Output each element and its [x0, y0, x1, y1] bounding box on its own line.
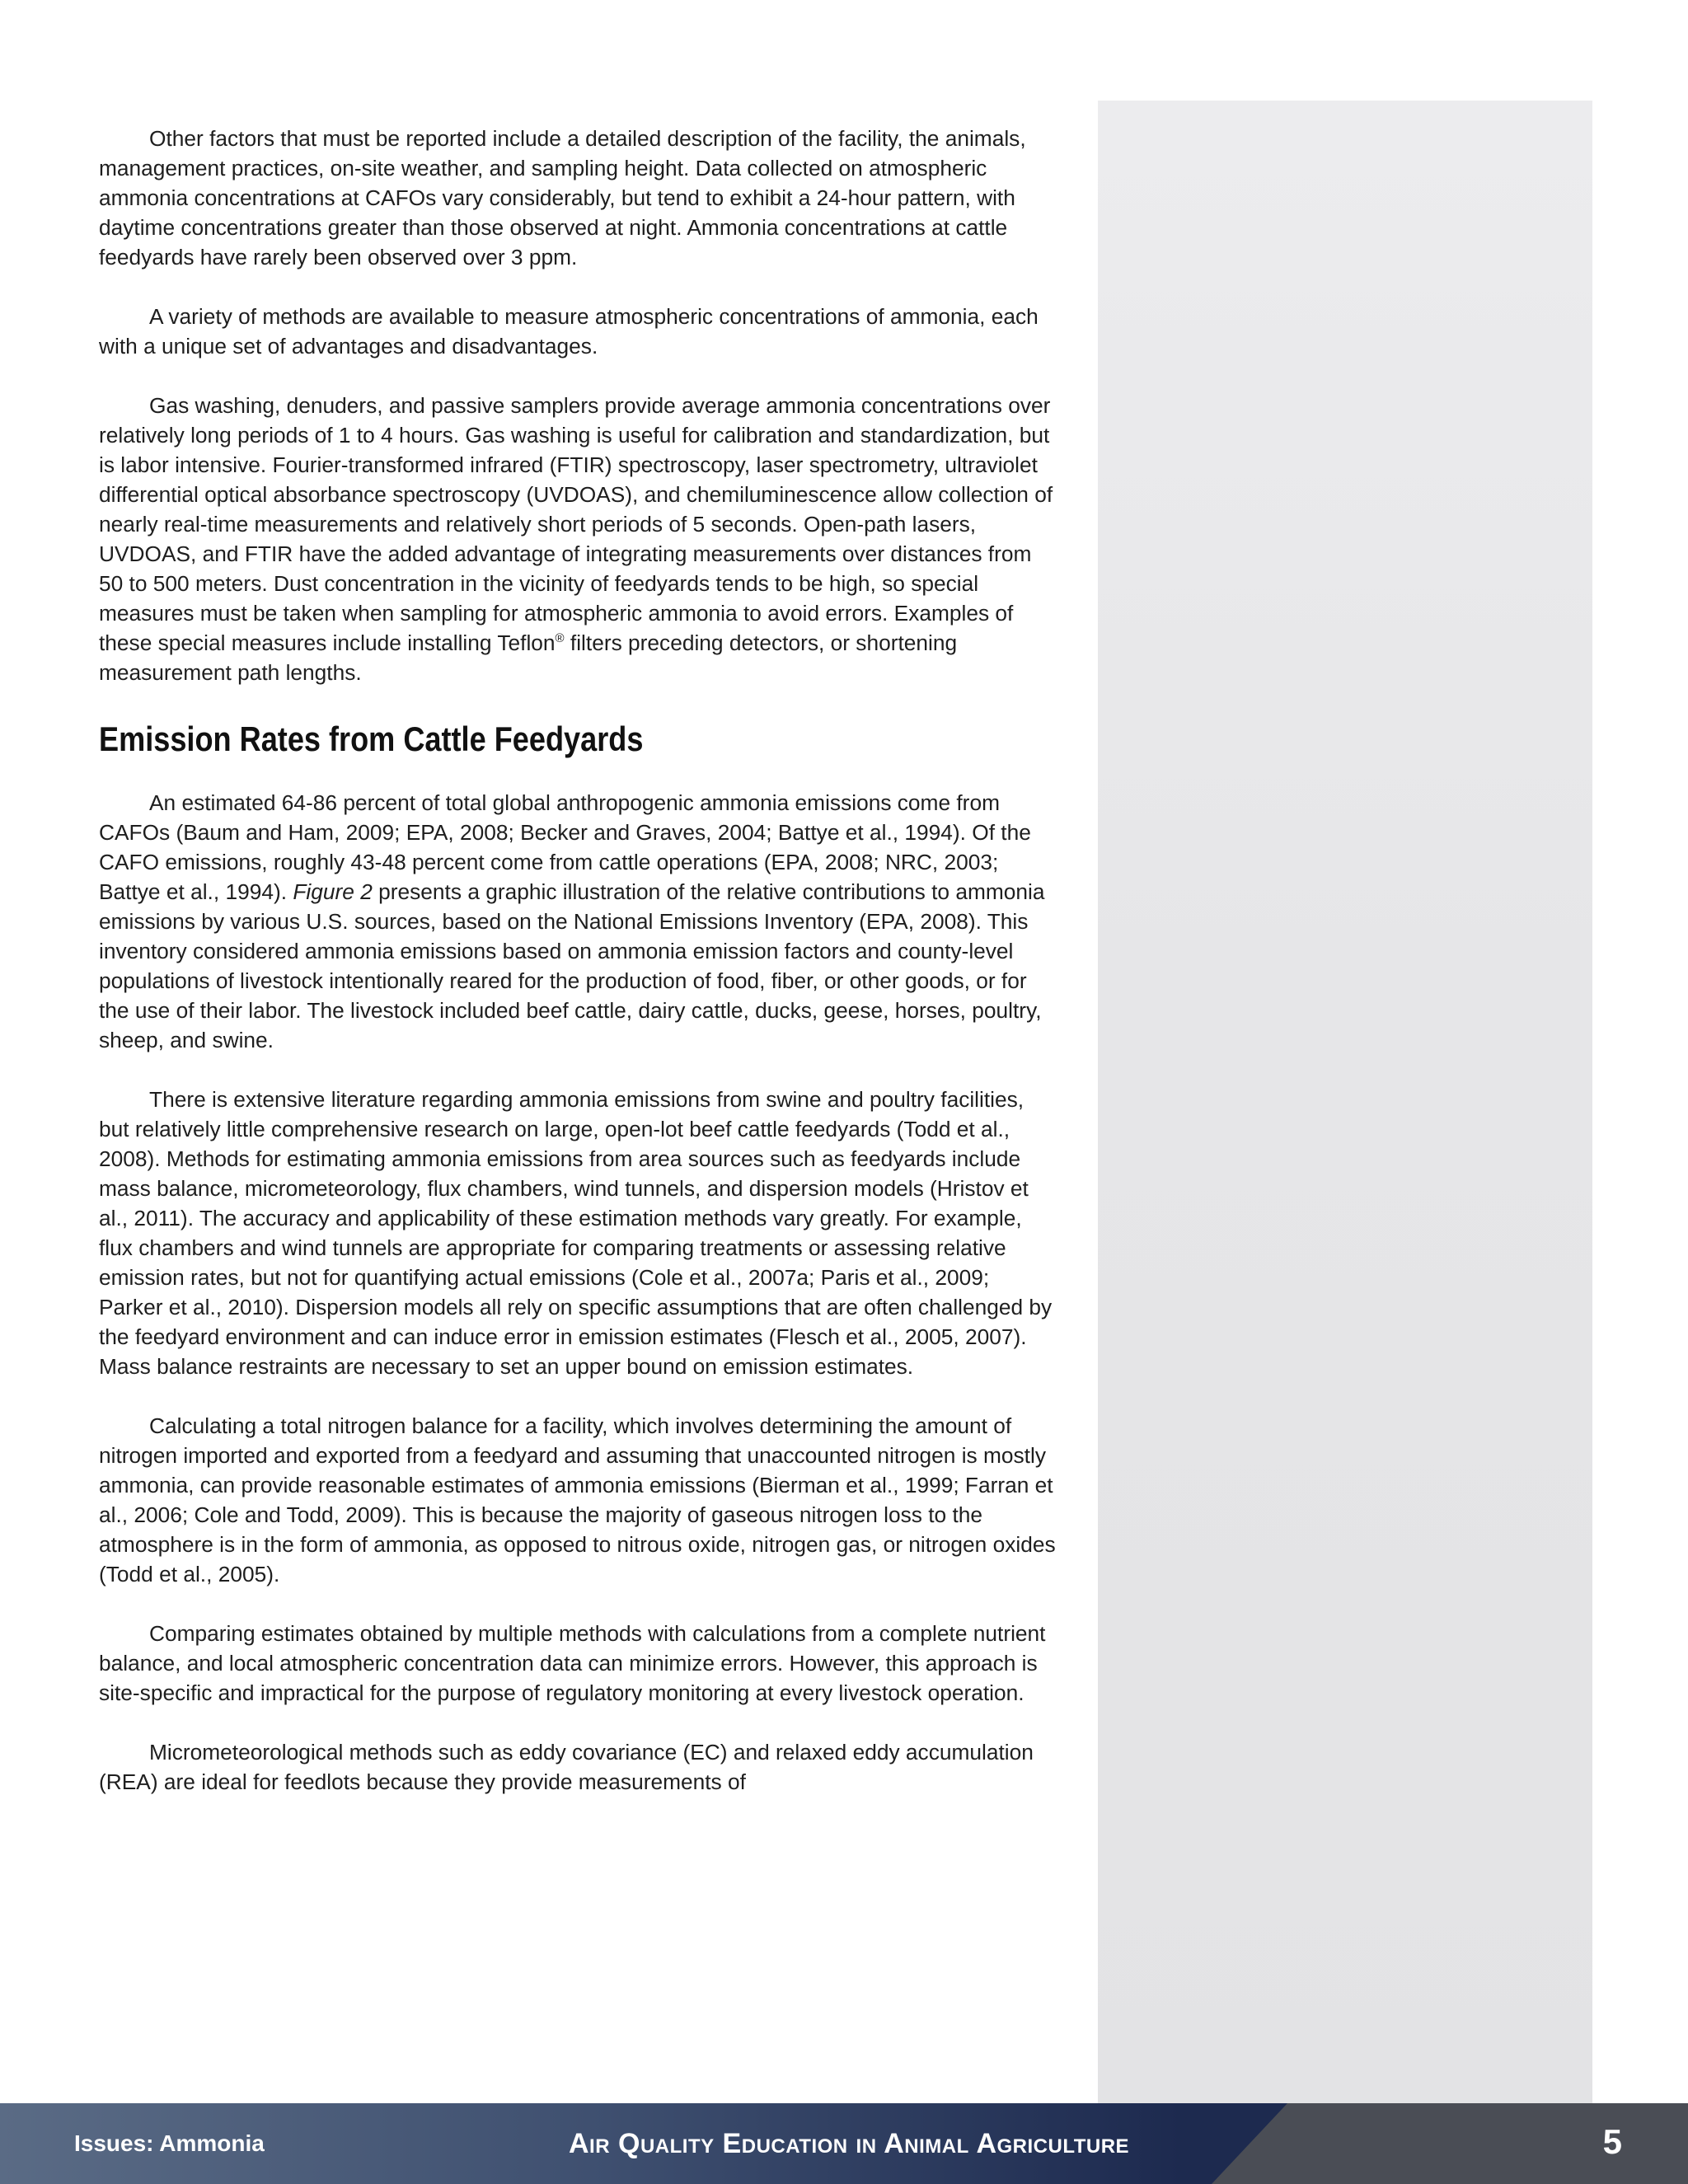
- paragraph-comparing-estimates: Comparing estimates obtained by multiple methods with calculations from a complete nutrient balance, and local atmospheric concentration data can minimize errors. However, this approach is site-specific and impractical for the purpose of regulatory monitoring at every livestock operation.: [99, 1621, 1046, 1705]
- paragraph-nitrogen-balance: Calculating a total nitrogen balance for a facility, which involves determining the amount of nitrogen imported and exported from a feedyard and assuming that unaccounted nitrogen is mostly ammonia, can provide reasonable estimates of ammonia emissions (Bierman et al., 1999; Farran et al., 2006; Cole and Todd, 2009). This is because the majority of gaseous nitrogen loss to the atmosphere is in the form of ammonia, as opposed to nitrous oxide, nitrogen gas, or nitrogen oxides (Todd et al., 2005).: [99, 1413, 1056, 1586]
- figure-reference: Figure 2: [293, 879, 373, 904]
- registered-mark: ®: [555, 631, 565, 646]
- paragraph-global-emissions-text: An estimated 64-86 percent of total global anthropogenic ammonia emissions come from CAFOs (Baum and Ham, 2009; EPA, 2008; Becker and Graves, 2004; Battye et al., 1994). Of the CAFO emissions, roughly 43-48 percent come from cattle operations (EPA, 2008; NRC, 2003; Battye et al., 1994).: [99, 790, 1031, 904]
- paragraph-gas-washing-tail: filters preceding detectors, or shortening measurement path lengths.: [99, 630, 958, 685]
- paragraph-gas-washing: [99, 391, 1057, 687]
- paragraph-gas-washing-text: Gas washing, denuders, and passive samplers provide average ammonia concentrations over relatively long periods of 1 to 4 hours. Gas washing is useful for calibration and standardization, but is labor intensive. Fourier-transformed infrared (FTIR) spectroscopy, laser spectrometry, ultraviolet differential optical absorbance spectroscopy (UVDOAS), and chemiluminescence allow collection of nearly real-time measurements and relatively short periods of 5 seconds. Open-path lasers, UVDOAS, and FTIR have the added advantage of integrating measurements over distances from 50 to 500 meters. Dust concentration in the vicinity of feedyards tends to be high, so special measures must be taken when sampling for atmospheric ammonia to avoid errors. Examples of these special measures include installing Teflon: [99, 393, 1053, 655]
- paragraph-literature: There is extensive literature regarding ammonia emissions from swine and poultry facilities, but relatively little comprehensive research on large, open-lot beef cattle feedyards (Todd et al., 2008). Methods for estimating ammonia emissions from area sources such as feedyards include mass balance, micrometeorology, flux chambers, wind tunnels, and dispersion models (Hristov et al., 2011). The accuracy and applicability of these estimation methods vary greatly. For example, flux chambers and wind tunnels are appropriate for comparing treatments or assessing relative emission rates, but not for quantifying actual emissions (Cole et al., 2007a; Paris et al., 2009; Parker et al., 2010). Dispersion models all rely on specific assumptions that are often challenged by the feedyard environment and can induce error in emission estimates (Flesch et al., 2005, 2007). Mass balance restraints are necessary to set an upper bound on emission estimates.: [99, 1087, 1053, 1379]
- paragraph-global-emissions-tail: presents a graphic illustration of the relative contributions to ammonia emissions by various U.S. sources, based on the National Emissions Inventory (EPA, 2008). This inventory considered ammonia emissions based on ammonia emission factors and county-level populations of livestock intentionally reared for the production of food, fiber, or other goods, or for the use of their labor. The livestock included beef cattle, dairy cattle, ducks, geese, horses, poultry, sheep, and swine.: [99, 879, 1045, 1052]
- section-heading: Emission Rates from Cattle Feedyards: [99, 719, 644, 758]
- page-footer: [0, 2103, 1688, 2184]
- paragraph-global-emissions: [99, 788, 1057, 1055]
- page-number: 5: [1602, 2122, 1622, 2161]
- footer-publication-title: Air Quality Education in Animal Agriculture: [569, 2128, 1130, 2159]
- footer-section-label: Issues: Ammonia: [74, 2130, 265, 2156]
- paragraph-measurement-methods: A variety of methods are available to measure atmospheric concentrations of ammonia, each with a unique set of advantages and disadvantages.: [99, 304, 1039, 359]
- side-panel: [1098, 101, 1592, 2103]
- paragraph-reporting-factors: Other factors that must be reported include a detailed description of the facility, the animals, management practices, on-site weather, and sampling height. Data collected on atmospheric ammonia concentrations at CAFOs vary considerably, but tend to exhibit a 24-hour pattern, with daytime concentrations greater than those observed at night. Ammonia concentrations at cattle feedyards have rarely been observed over 3 ppm.: [99, 126, 1026, 269]
- paragraph-micrometeorological: Micrometeorological methods such as eddy covariance (EC) and relaxed eddy accumulation (REA) are ideal for feedlots because they provide measurements of: [99, 1740, 1034, 1794]
- page-content: [99, 124, 1057, 1826]
